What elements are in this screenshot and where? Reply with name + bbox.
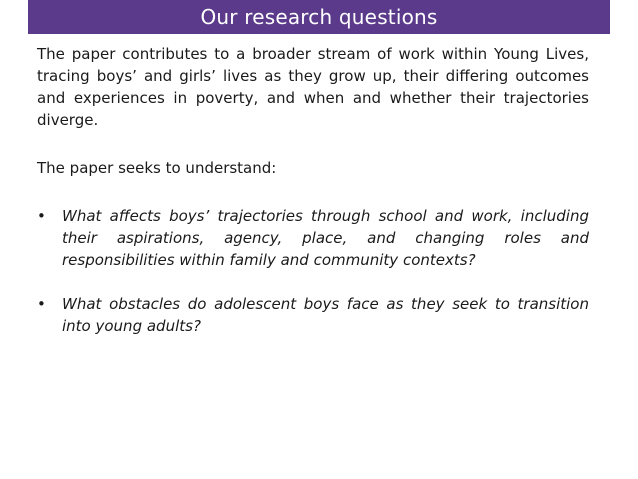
research-questions-list bbox=[37, 205, 589, 337]
research-question-text: What obstacles do adolescent boys face as they seek to transition into young adults? bbox=[62, 295, 589, 335]
slide-title: Our research questions bbox=[200, 5, 438, 29]
research-question-text: What affects boys’ trajectories through school and work, including their aspirations, agency, place, and changing roles and responsibilities within family and community contexts? bbox=[62, 207, 589, 269]
slide-content bbox=[37, 43, 589, 337]
research-question-item bbox=[37, 205, 589, 271]
intro-paragraph: The paper contributes to a broader stream of work within Young Lives, tracing boys’ and girls’ lives as they grow up, their differing outcomes and experiences in poverty, and when and whether their trajectories diverge. bbox=[37, 45, 589, 129]
bullet-icon: • bbox=[37, 295, 46, 313]
lead-sentence: The paper seeks to understand: bbox=[37, 159, 277, 177]
research-question-item bbox=[37, 293, 589, 337]
title-bar bbox=[28, 0, 610, 34]
bullet-icon: • bbox=[37, 207, 46, 225]
